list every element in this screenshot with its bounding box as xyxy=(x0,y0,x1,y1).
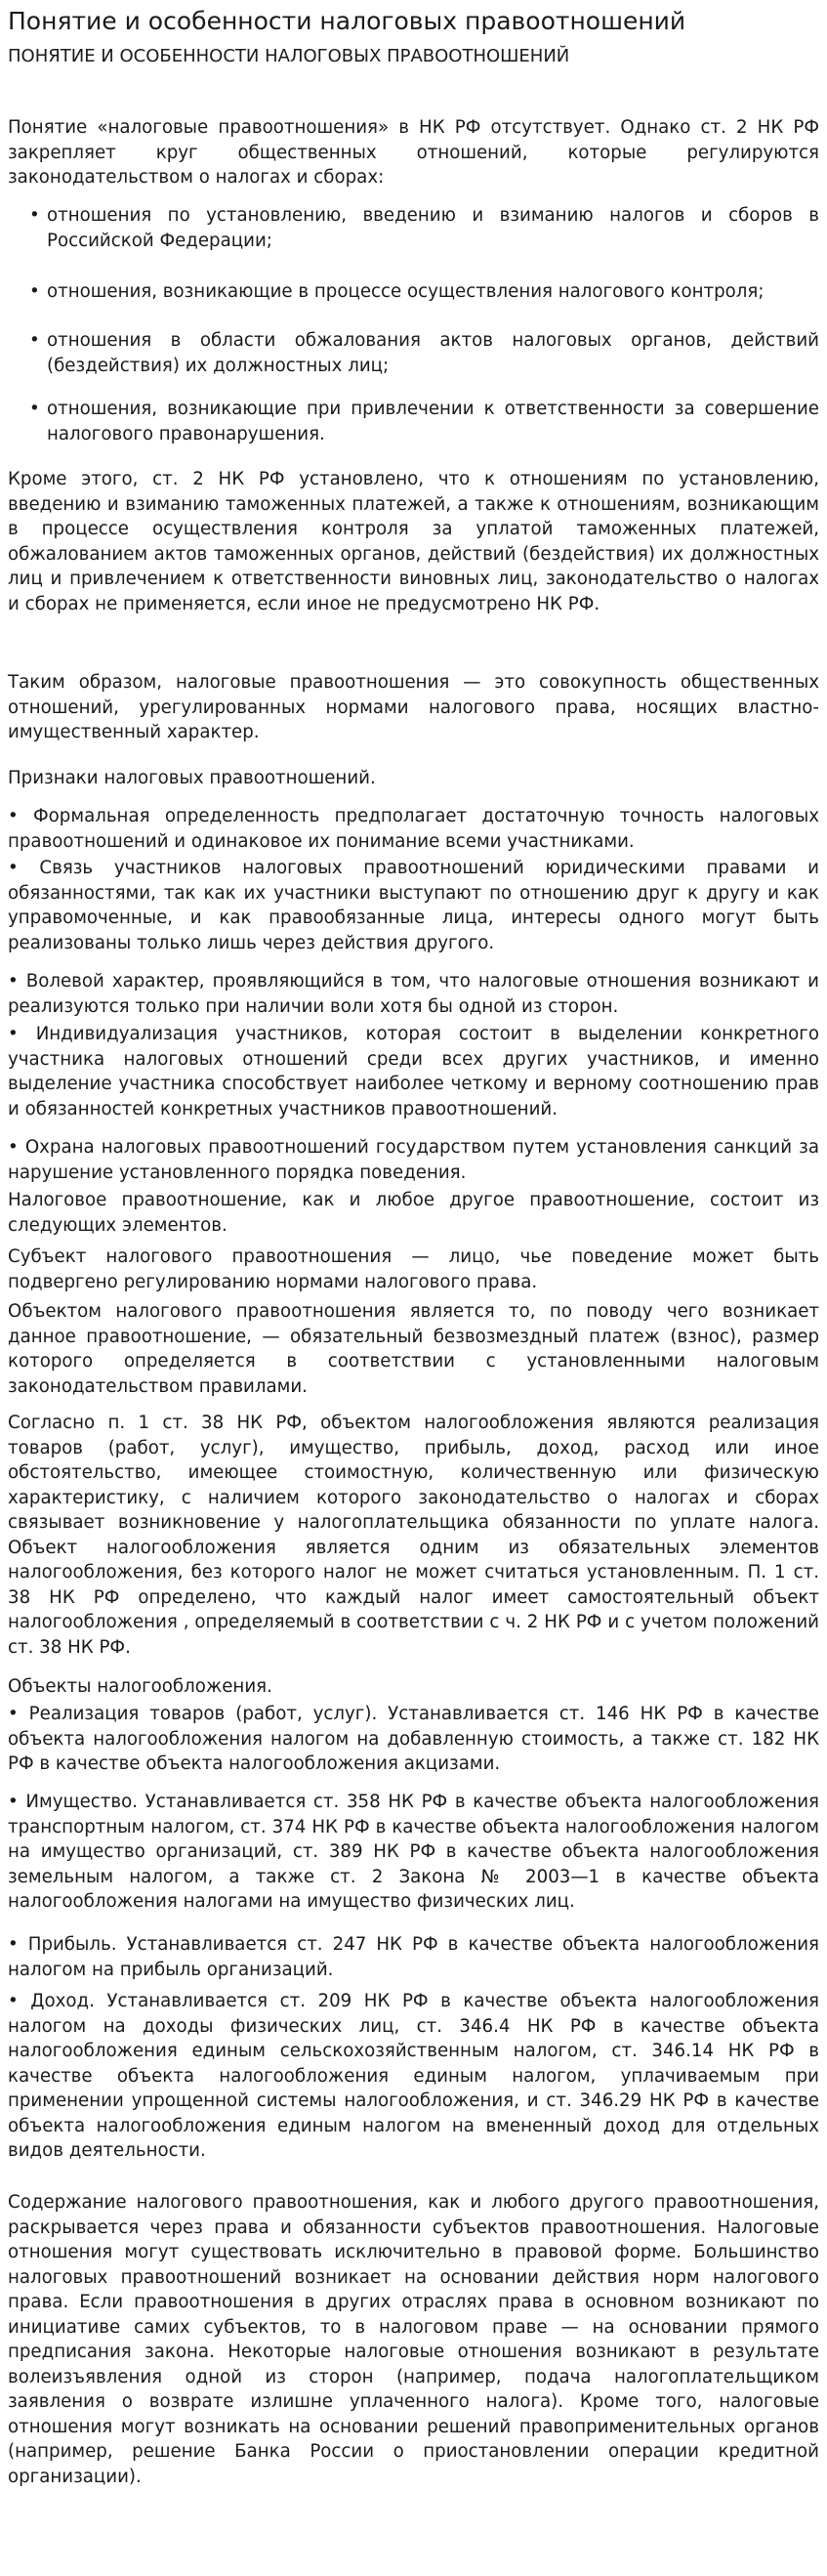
page-subtitle: ПОНЯТИЕ И ОСОБЕННОСТИ НАЛОГОВЫХ ПРАВООТНОШЕНИЙ xyxy=(8,46,570,66)
feature-item: • Связь участников налоговых правоотношений юридическими правами и обязанностями, так как их участники выступают по отношению друг к другу и как управомоченные, и как правообязанные лица, интересы одного могут быть реализованы только лишь через действия другого. xyxy=(8,858,819,953)
content-paragraph: Содержание налогового правоотношения, как и любого другого правоотношения, раскрывается через права и обязанности субъектов правоотношения. Налоговые отношения могут существовать исключительно в правовой форме. Большинство налоговых правоотношений возникает на основании действия норм налогового права. Если правоотношения в других отраслях права в основном возникают по инициативе самих субъектов, то в налоговом праве — на основании прямого предписания закона. Некоторые налоговые отношения возникают в результате волеизъявления одной из сторон (например, подача налогоплательщиком заявления о возврате излишне уплаченного налога). Кроме того, налоговые отношения могут возникать на основании решений правоприменительных органов (например, решение Банка России о приостановлении операции кредитной организации). xyxy=(8,2192,819,2487)
object-item: • Реализация товаров (работ, услуг). Устанавливается ст. 146 НК РФ в качестве объекта налогообложения налогом на добавленную стоимость, а также ст. 182 НК РФ в качестве объекта налогообложения акцизами. xyxy=(8,1704,819,1774)
feature-item: • Охрана налоговых правоотношений государством путем установления санкций за нарушение установленного порядка поведения. xyxy=(8,1137,819,1183)
object-item: • Имущество. Устанавливается ст. 358 НК РФ в качестве объекта налогообложения транспортным налогом, ст. 374 НК РФ в качестве объекта налогообложения налогом на имущество организаций, ст. 389 НК РФ в качестве объекта налогообложения земельным налогом, а также ст. 2 Закона № 2003—1 в качестве объекта налогообложения налогами на имущество физических лиц. xyxy=(8,1792,819,1912)
object-paragraph: Объектом налогового правоотношения является то, по поводу чего возникает данное правоотношение, — обязательный безвозмездный платеж (взнос), размер которого определяется в соответствии с установленными налоговым законодательством правилами. xyxy=(8,1301,819,1397)
page-title: Понятие и особенности налоговых правоотношений xyxy=(8,7,686,35)
objects-heading: Объекты налогообложения. xyxy=(8,1676,272,1697)
intro-list-item: • отношения по установлению, введению и взиманию налогов и сборов в Российской Федерации; xyxy=(20,203,819,253)
intro-list-item: • отношения, возникающие в процессе осуществления налогового контроля; xyxy=(20,279,819,305)
feature-item: • Индивидуализация участников, которая состоит в выделении конкретного участника налоговых отношений среди всех других участников, и именно выделение участника способствует наиболее четкому и верному соотношению прав и обязанностей конкретных участников правоотношений. xyxy=(8,1024,819,1119)
intro-list-item: • отношения в области обжалования актов налоговых органов, действий (бездействия) их должностных лиц; xyxy=(20,328,819,378)
subject-paragraph: Субъект налогового правоотношения — лицо, чье поведение может быть подвергено регулированию нормами налогового права. xyxy=(8,1246,819,1292)
feature-item: • Формальная определенность предполагает достаточную точность налоговых правоотношений и одинаковое их понимание всеми участниками. xyxy=(8,806,819,852)
feature-item: • Волевой характер, проявляющийся в том, что налоговые отношения возникают и реализуются только при наличии воли хотя бы одной из сторон. xyxy=(8,971,819,1017)
object-item: • Прибыль. Устанавливается ст. 247 НК РФ в качестве объекта налогообложения налогом на прибыль организаций. xyxy=(8,1934,819,1980)
features-heading: Признаки налоговых правоотношений. xyxy=(8,768,376,788)
customs-paragraph: Кроме этого, ст. 2 НК РФ установлено, что к отношениям по установлению, введению и взиманию таможенных платежей, а также к отношениям, возникающим в процессе осуществления контроля за уплатой таможенных платежей, обжалованием актов таможенных органов, действий (бездействия) их должностных лиц и привлечением к ответственности виновных лиц, законодательство о налогах и сборах не применяется, если иное не предусмотрено НК РФ. xyxy=(8,469,819,614)
object-item: • Доход. Устанавливается ст. 209 НК РФ в качестве объекта налогообложения налогом на доходы физических лиц, ст. 346.4 НК РФ в качестве объекта налогообложения единым сельскохозяйственным налогом, ст. 346.14 НК РФ в качестве объекта налогообложения единым налогом, уплачиваемым при применении упрощенной системы налогообложения, и ст. 346.29 НК РФ в качестве объекта налогообложения единым налогом на вмененный доход для отдельных видов деятельности. xyxy=(8,1991,819,2161)
definition-paragraph: Таким образом, налоговые правоотношения — это совокупность общественных отношений, урегулированных нормами налогового права, носящих властно-имущественный характер. xyxy=(8,672,819,742)
intro-list-item: • отношения, возникающие при привлечении к ответственности за совершение налогового правонарушения. xyxy=(20,397,819,446)
elements-paragraph: Налоговое правоотношение, как и любое другое правоотношение, состоит из следующих элементов. xyxy=(8,1190,819,1236)
article38-paragraph: Согласно п. 1 ст. 38 НК РФ, объектом налогообложения являются реализация товаров (работ, услуг), имущество, прибыль, доход, расход или иное обстоятельство, имеющее стоимостную, количественную или физическую характеристику, с наличием которого законодательство о налогах и сборах связывает возникновение у налогоплательщика обязанности по уплате налога. Объект налогообложения является одним из обязательных элементов налогообложения, без которого налог не может считаться установленным. П. 1 ст. 38 НК РФ определено, что каждый налог имеет самостоятельный объект налогообложения , определяемый в соответствии с ч. 2 НК РФ и с учетом положений ст. 38 НК РФ. xyxy=(8,1413,819,1658)
intro-paragraph: Понятие «налоговые правоотношения» в НК РФ отсутствует. Однако ст. 2 НК РФ закрепляет круг общественных отношений, которые регулируются законодательством о налогах и сборах: xyxy=(8,117,819,188)
